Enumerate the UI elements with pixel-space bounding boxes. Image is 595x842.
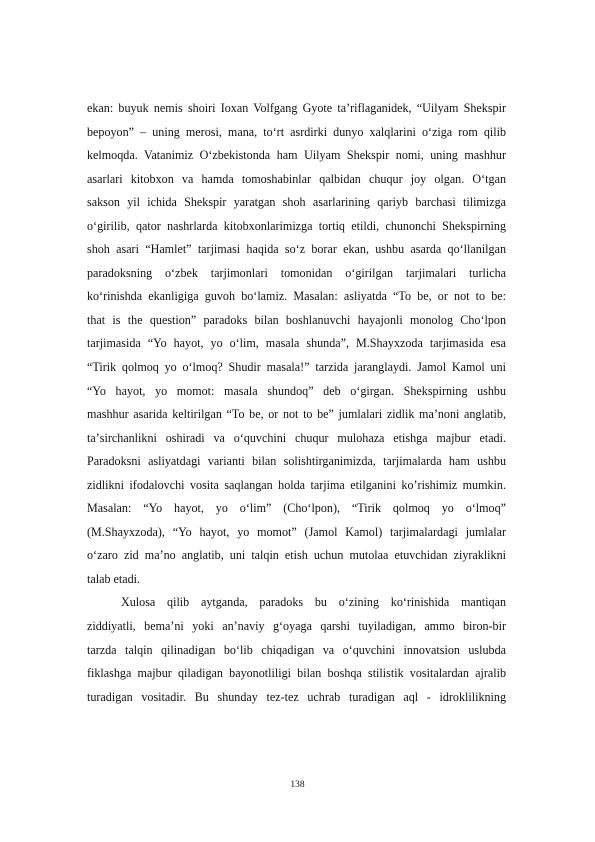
text-line: tarzda talqin qilinadigan bo‘lib chiqadigan va o‘quvchini innovatsion uslubda — [87, 642, 506, 657]
text-line: ko‘rinishda ekanligiga guvoh bo‘lamiz. Masalan: asliyatda “To be, or not to be: — [87, 289, 506, 304]
page-body — [87, 97, 506, 709]
text-line: shoh asari “Hamlet” tarjimasi haqida so‘z borar ekan, ushbu asarda qo‘llanilgan — [87, 242, 506, 257]
text-line: (M.Shayxzoda), “Yo hayot, yo momot” (Jamol Kamol) tarjimalardagi jumlalar — [87, 524, 506, 539]
text-line: paradoksning o‘zbek tarjimonlari tomonidan o‘girilgan tarjimalari turlicha — [87, 265, 506, 280]
text-line: kelmoqda. Vatanimiz O‘zbekistonda ham Uilyam Shekspir nomi, uning mashhur — [87, 148, 506, 163]
text-line: that is the question” paradoks bilan boshlanuvchi hayajonli monolog Cho‘lpon — [87, 312, 506, 327]
text-line: ziddiyatli, bemaʼni yoki anʼnaviy g‘oyaga qarshi tuyiladigan, ammo biron-bir — [87, 619, 506, 634]
text-line: Paradoksni asliyatdagi varianti bilan solishtirganimizda, tarjimalarda ham ushbu — [87, 454, 506, 469]
text-line: o‘girilib, qator nashrlarda kitobxonlarimizga tortiq etildi, chunonchi Shekspirning — [87, 218, 506, 233]
text-line: Masalan: “Yo hayot, yo o‘lim” (Cho‘lpon), “Tirik qolmoq yo o‘lmoq” — [87, 501, 506, 516]
text-line: “Tirik qolmoq yo o‘lmoq? Shudir masala!” tarzida jaranglaydi. Jamol Kamol uni — [87, 360, 506, 375]
text-line: ekan: buyuk nemis shoiri Ioxan Volfgang Gyote taʼriflaganidek, “Uilyam Shekspir — [87, 101, 506, 115]
text-line: Xulosa qilib aytganda, paradoks bu o‘zining ko‘rinishida mantiqan — [121, 595, 506, 610]
text-line: taʼsirchanlikni oshiradi va o‘quvchini chuqur mulohaza etishga majbur etadi. — [87, 430, 506, 445]
text-line: talab etadi. — [87, 571, 141, 586]
text-line: asarlari kitobxon va hamda tomoshabinlar qalbidan chuqur joy olgan. O‘tgan — [87, 171, 506, 186]
text-line: “Yo hayot, yo momot: masala shundoq” deb o‘girgan. Shekspirning ushbu — [87, 383, 506, 398]
text-line: zidlikni ifodalovchi vosita saqlangan holda tarjima etilganini koʼrishimiz mumkin. — [87, 477, 506, 492]
text-line: turadigan vositadir. Bu shunday tez-tez uchrab turadigan aql - idroklilikning — [87, 689, 506, 704]
page-number: 138 — [290, 780, 305, 790]
text-line: mashhur asarida keltirilgan “To be, or not to be” jumlalari zidlik maʼnoni anglatib, — [87, 407, 506, 422]
text-line: o‘zaro zid maʼno anglatib, uni talqin etish uchun mutolaa etuvchidan ziyraklikni — [87, 548, 506, 563]
text-line: sakson yil ichida Shekspir yaratgan shoh asarlarining qariyb barchasi tilimizga — [87, 195, 506, 210]
text-line: fiklashga majbur qiladigan bayonotliligi bilan boshqa stilistik vositalardan ajralib — [87, 666, 506, 681]
text-line: bepoyon” – uning merosi, mana, to‘rt asrdirki dunyo xalqlarini o‘ziga rom qilib — [87, 124, 506, 139]
text-line: tarjimasida “Yo hayot, yo o‘lim, masala shunda”, M.Shayxzoda tarjimasida esa — [87, 336, 506, 351]
